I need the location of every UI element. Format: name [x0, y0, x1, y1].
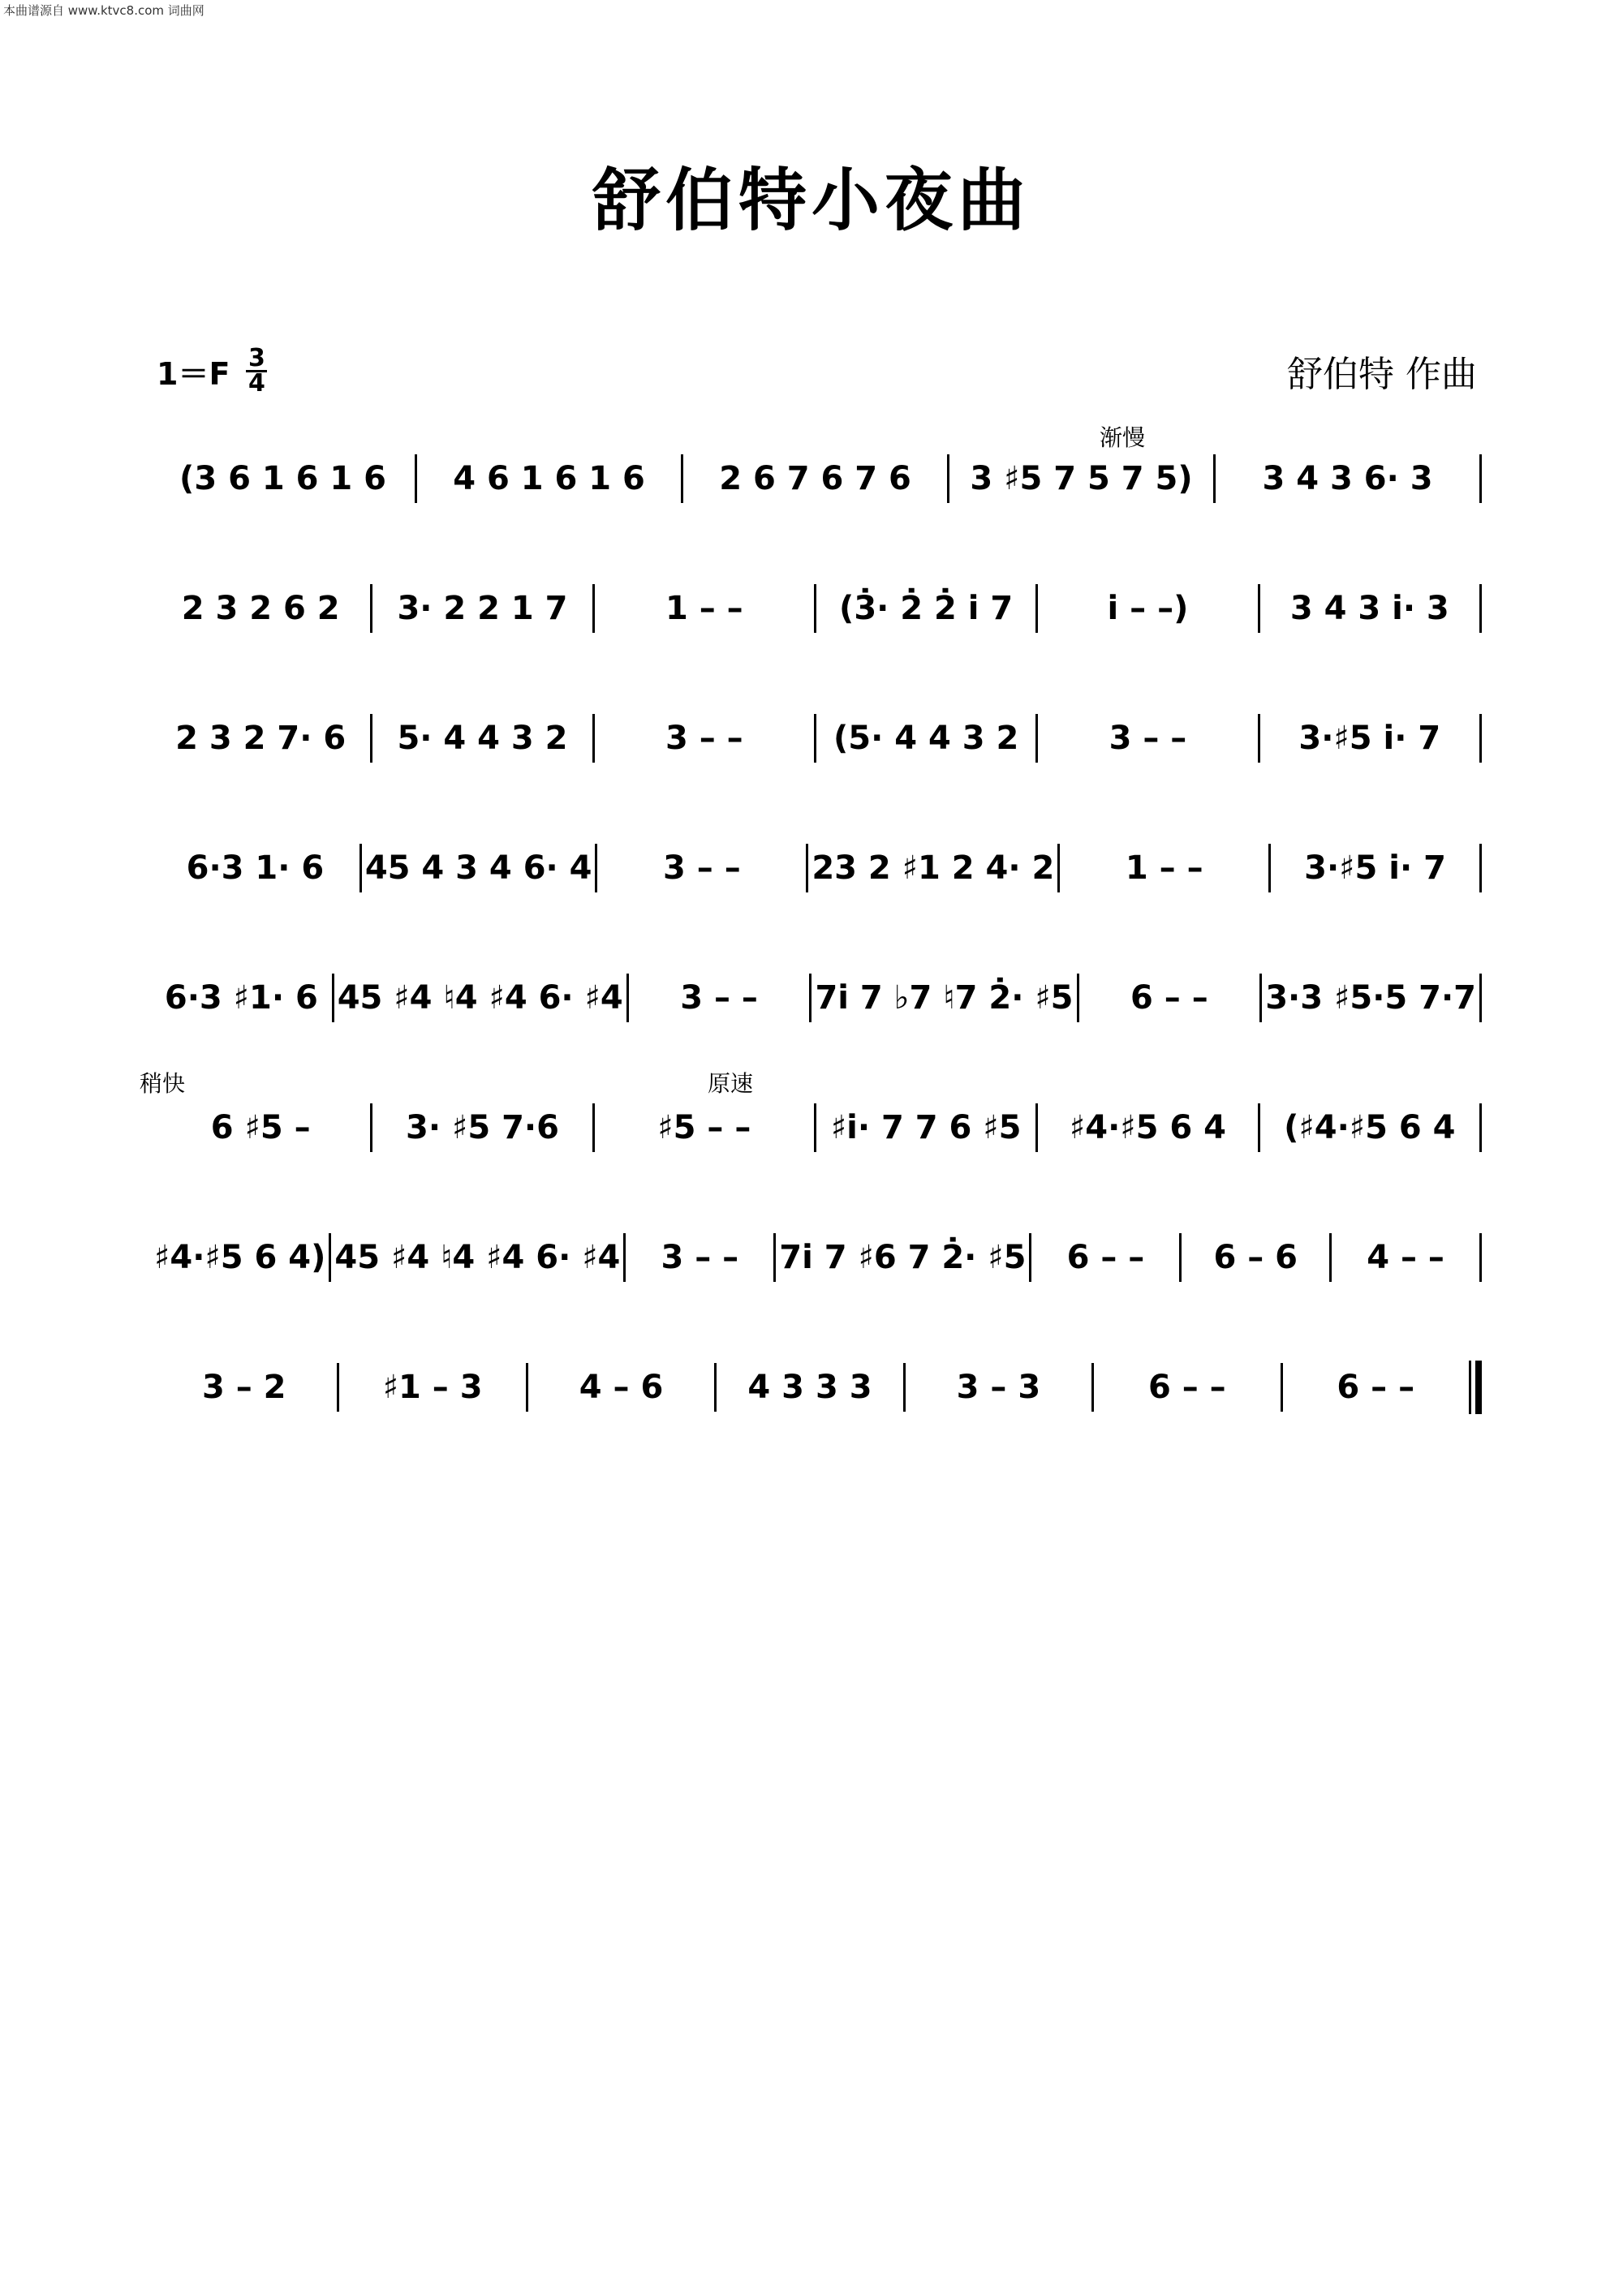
measure: 4 – 6 — [579, 1369, 664, 1406]
measure: 4 – – — [1367, 1239, 1444, 1276]
measure: (5· 4 4 3 2 — [833, 720, 1019, 757]
measure: 45 ♯4 ♮4 ♯4 6· ♯4 — [337, 979, 623, 1017]
measure: 45 ♯4 ♮4 ♯4 6· ♯4 — [334, 1239, 621, 1276]
barline — [1479, 454, 1482, 503]
score-line — [151, 970, 1482, 1026]
score-line — [151, 580, 1482, 637]
measure: 6 – – — [1130, 979, 1208, 1017]
barline — [1479, 1233, 1482, 1282]
score-line — [151, 1229, 1482, 1286]
measure: 6·3 1· 6 — [186, 849, 325, 887]
measure: 2 3 2 6 2 — [181, 590, 340, 627]
measure: 7i̇ 7 ♭7 ♮7 2̇· ♯5 — [815, 979, 1074, 1017]
measure: ♯1 – 3 — [382, 1369, 483, 1406]
score-line — [151, 710, 1482, 767]
measure: 1 – – — [1125, 849, 1203, 887]
measure: ♯4·♯5 6 4) — [154, 1239, 326, 1276]
meter-bottom: 4 — [248, 369, 265, 398]
measure: 3 – – — [663, 849, 741, 887]
measure: ♯4·♯5 6 4 — [1069, 1109, 1227, 1146]
barline — [1479, 714, 1482, 763]
measure: 3 – 2 — [201, 1369, 286, 1406]
tempo-direction-faster: 稍快 — [140, 1070, 186, 1097]
barline — [1479, 974, 1482, 1022]
measure: 2 3 2 7· 6 — [175, 720, 347, 757]
measure: ♯i̇· 7 7 6 ♯5 — [830, 1109, 1022, 1146]
measure: 3·3 ♯5·5 7·7 — [1265, 979, 1477, 1017]
barline — [1479, 584, 1482, 633]
measure: 1 – – — [665, 590, 743, 627]
time-signature — [246, 344, 267, 398]
measure: i̇ – –) — [1107, 590, 1189, 627]
page-title: 舒伯特小夜曲 — [592, 160, 1031, 240]
measure: 3 – – — [665, 720, 743, 757]
score-line — [151, 1099, 1482, 1156]
barline — [1479, 1103, 1482, 1152]
measure: (3 6 1 6 1 6 — [179, 460, 386, 497]
tempo-direction-rit: 渐慢 — [1100, 424, 1146, 451]
key-signature — [157, 344, 267, 398]
composer-credit: 舒伯特 作曲 — [1287, 354, 1477, 395]
measure: 3· ♯5 7·6 — [406, 1109, 559, 1146]
measure: 5· 4 4 3 2 — [397, 720, 568, 757]
score-line — [151, 1359, 1482, 1416]
key-label: 1＝F — [157, 356, 230, 392]
score-line — [151, 450, 1482, 507]
measure: 4 3 3 3 — [747, 1369, 872, 1406]
measure: 3 – – — [661, 1239, 739, 1276]
measure: 7i̇ 7 ♯6 7 2̇· ♯5 — [779, 1239, 1027, 1276]
measure: 6 – – — [1147, 1369, 1226, 1406]
score-line — [151, 840, 1482, 896]
tempo-direction-a-tempo: 原速 — [708, 1070, 754, 1097]
measure: 6·3 ♯1· 6 — [164, 979, 318, 1017]
meter-top: 3 — [248, 344, 265, 372]
measure: 3·♯5 i̇· 7 — [1304, 849, 1446, 887]
final-barline — [1469, 1361, 1482, 1414]
measure: 6 – – — [1337, 1369, 1415, 1406]
watermark: 本曲谱源自 www.ktvc8.com 词曲网 — [3, 3, 204, 18]
measure: 3 4 3 i̇· 3 — [1289, 590, 1449, 627]
measure: (♯4·♯5 6 4 — [1284, 1109, 1456, 1146]
measure: 3 – – — [1109, 720, 1187, 757]
measure: 3 4 3 6· 3 — [1262, 460, 1433, 497]
measure: 3 – – — [680, 979, 758, 1017]
measure: 3 – 3 — [956, 1369, 1041, 1406]
measure: 6 ♯5 – — [210, 1109, 311, 1146]
measure: 3 ♯5 7 5 7 5) — [970, 460, 1193, 497]
measure: 4 6 1 6 1 6 — [453, 460, 645, 497]
measure: 6 – 6 — [1213, 1239, 1298, 1276]
measure: ♯5 – – — [657, 1109, 751, 1146]
measure: 45 4 3 4 6· 4 — [364, 849, 592, 887]
measure: 6 – – — [1066, 1239, 1145, 1276]
measure: 23 2 ♯1 2 4· 2 — [812, 849, 1055, 887]
measure: 2 6 7 6 7 6 — [719, 460, 911, 497]
barline — [1479, 844, 1482, 892]
measure: (3̇· 2̇ 2̇ i̇ 7 — [839, 590, 1014, 627]
measure: 3· 2 2 1 7 — [397, 590, 568, 627]
measure: 3·♯5 i̇· 7 — [1298, 720, 1441, 757]
